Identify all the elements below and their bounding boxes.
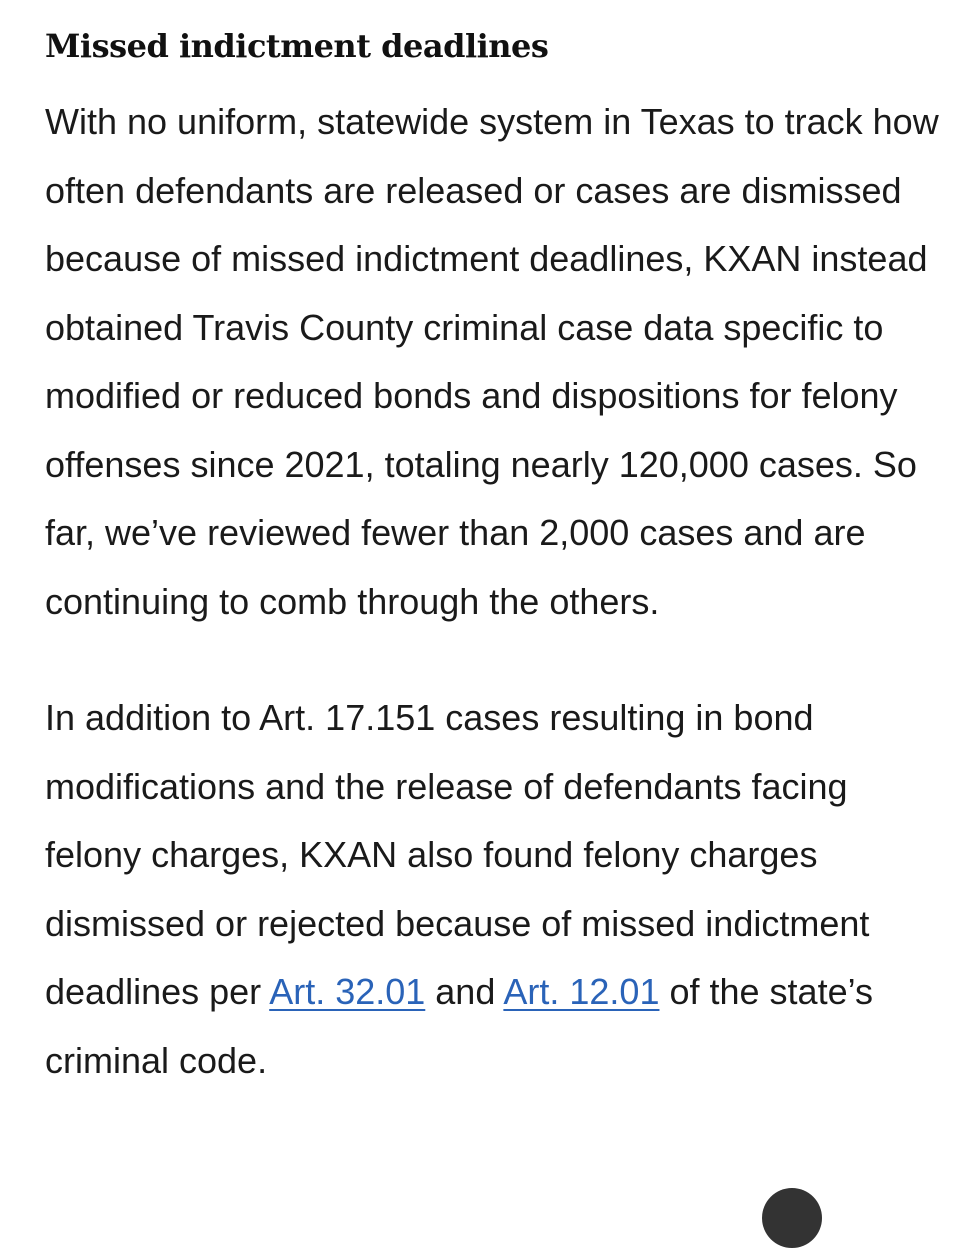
paragraph-text: and <box>425 971 504 1012</box>
art-12-01-link[interactable]: Art. 12.01 <box>503 971 660 1012</box>
floating-action-button[interactable] <box>762 1188 822 1248</box>
article-section <box>45 22 950 1095</box>
paragraph-text: of the state’s criminal code. <box>45 971 873 1081</box>
art-32-01-link[interactable]: Art. 32.01 <box>269 971 426 1012</box>
paragraph-text: With no uniform, statewide system in Texas to track how often defendants are released or cases are dismissed because of missed indictment deadlines, KXAN instead obtained Travis County criminal case data specific to modified or reduced bonds and dispositions for felony offenses since 2021, totaling nearly 120,000 cases. So far, we’ve reviewed fewer than 2,000 cases and are continuing to comb through the others. <box>45 101 939 622</box>
article-paragraph <box>45 684 950 1095</box>
article-paragraph <box>45 88 950 636</box>
section-heading: Missed indictment deadlines <box>45 27 549 65</box>
paragraph-text: In addition to Art. 17.151 cases resulting in bond modifications and the release of defendants facing felony charges, KXAN also found felony charges dismissed or rejected because of missed indictment deadlines per <box>45 697 870 1012</box>
